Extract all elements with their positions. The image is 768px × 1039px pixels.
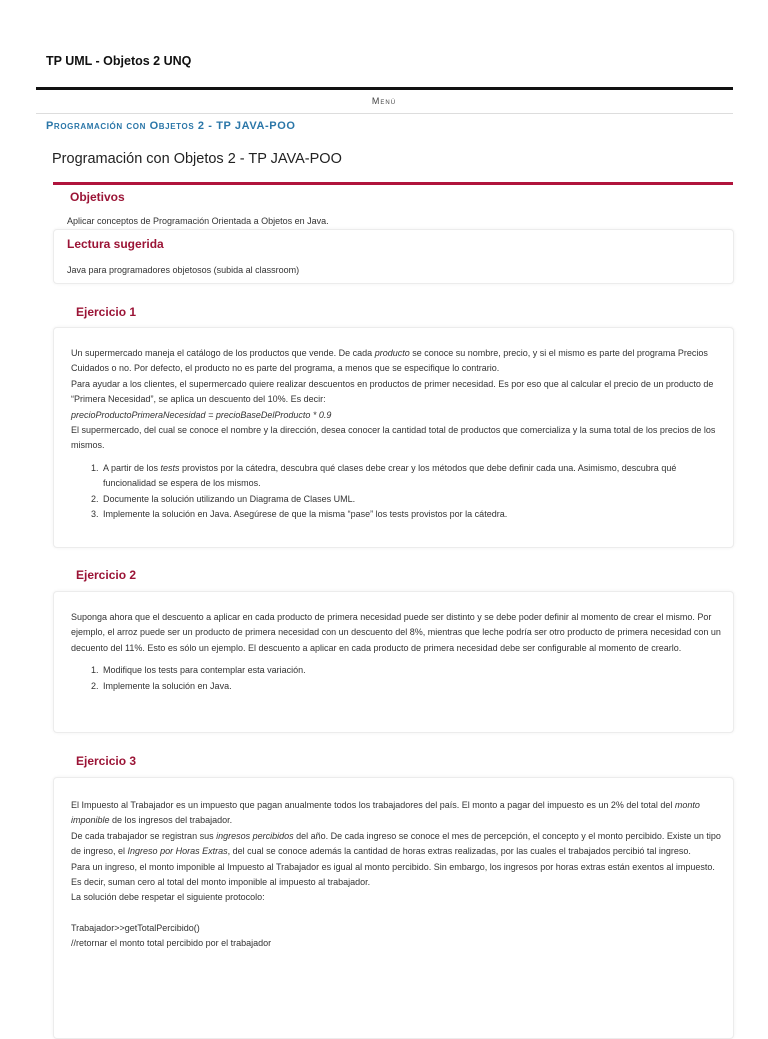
ej3-paragraph-4: La solución debe respetar el siguiente protocolo: <box>71 892 265 903</box>
list-item: 1. A partir de los tests provistos por la cátedra, descubra qué clases debe crear y los métodos que debe definir cada una. Asimismo, descubra qué funcionalidad se espera de los mismos. <box>101 461 721 492</box>
ejercicio-2-heading: Ejercicio 2 <box>76 568 137 582</box>
ejercicio-1-card <box>53 327 734 548</box>
list-item: 3. Implemente la solución en Java. Asegúrese de que la misma “pase” los tests provistos por la cátedra. <box>101 507 721 522</box>
ej1-paragraph-3: El supermercado, del cual se conoce el nombre y la dirección, desea conocer la cantidad total de productos que comercializa y la suma total de los precios de los mismos. <box>71 425 716 451</box>
list-item: 2. Documente la solución utilizando un Diagrama de Clases UML. <box>101 492 721 507</box>
ej1-paragraph-1: Un supermercado maneja el catálogo de los productos que vende. De cada producto se conoce su nombre, precio, y si el mismo es parte del programa Precios Cuidados o no. Por defecto, el producto no es parte del programa, a menos que se especifique lo contrario. <box>71 348 708 374</box>
ej2-paragraph-1: Suponga ahora que el descuento a aplicar en cada producto de primera necesidad puede ser distinto y se debe poder definir al momento de crear el mismo. Por ejemplo, el arroz puede ser un producto de primera necesidad con un descuento del 8%, mientras que leche podría ser otro producto de primera necesidad con un decuento del 11%. Esto es sólo un ejemplo. El descuento a aplicar en cada producto de primera necesidad debe ser configurable al momento de crearlo. <box>71 612 721 653</box>
ej1-paragraph-2: Para ayudar a los clientes, el supermercado quiere realizar descuentos en productos de primer necesidad. Es por eso que al calcular el precio de un producto de “Primera Necesidad”, se aplica un descuento del 10%. Es decir: <box>71 378 714 405</box>
lectura-card <box>53 229 734 284</box>
breadcrumb-link[interactable]: Programación con Objetos 2 - TP JAVA-POO <box>46 120 296 132</box>
title-accent-bar <box>53 182 733 185</box>
menu-toggle[interactable]: Menú <box>371 96 397 106</box>
ejercicio-2-card <box>53 591 734 733</box>
ej1-formula: precioProductoPrimeraNecesidad = precioBaseDelProducto * 0.9 <box>71 409 332 420</box>
top-divider <box>36 87 733 90</box>
ejercicio-3-heading: Ejercicio 3 <box>76 754 137 768</box>
page-title: Programación con Objetos 2 - TP JAVA-POO <box>52 151 342 167</box>
ej1-task-list <box>71 461 721 523</box>
ej3-paragraph-1: El Impuesto al Trabajador es un impuesto que pagan anualmente todos los trabajadores del país. El monto a pagar del impuesto es un 2% del total del monto imponible de los ingresos del trabajador. <box>71 800 700 826</box>
list-item: 1. Modifique los tests para contemplar esta variación. <box>101 663 721 678</box>
ej3-code-line-1: Trabajador>>getTotalPercibido() <box>71 922 200 933</box>
site-title[interactable]: TP UML - Objetos 2 UNQ <box>46 54 192 68</box>
lectura-heading: Lectura sugerida <box>67 237 164 251</box>
ej3-paragraph-3: Para un ingreso, el monto imponible al Impuesto al Trabajador es igual al monto percibido. Sin embargo, los ingresos por horas extras están exentos al impuesto. Es decir, suman cero al total del monto imponible al impuesto al trabajador. <box>71 861 715 888</box>
lectura-text: Java para programadores objetosos (subida al classroom) <box>67 265 300 275</box>
ej3-code-line-2: //retornar el monto total percibido por el trabajador <box>71 938 272 949</box>
ejercicio-3-card <box>53 777 734 1039</box>
objetivos-text: Aplicar conceptos de Programación Orientada a Objetos en Java. <box>67 216 329 226</box>
menu-divider <box>36 113 733 114</box>
ejercicio-1-heading: Ejercicio 1 <box>76 305 137 319</box>
ej3-paragraph-2: De cada trabajador se registran sus ingresos percibidos del año. De cada ingreso se conoce el mes de percepción, el concepto y el monto percibido. Existe un tipo de ingreso, el Ingreso por Horas Extras, del cual se conoce además la cantidad de horas extras realizadas, por las cuales el trabajados percibió tal ingreso. <box>71 830 721 857</box>
objetivos-heading: Objetivos <box>70 190 125 204</box>
ej2-task-list <box>71 663 721 694</box>
list-item: 2. Implemente la solución en Java. <box>101 679 721 694</box>
